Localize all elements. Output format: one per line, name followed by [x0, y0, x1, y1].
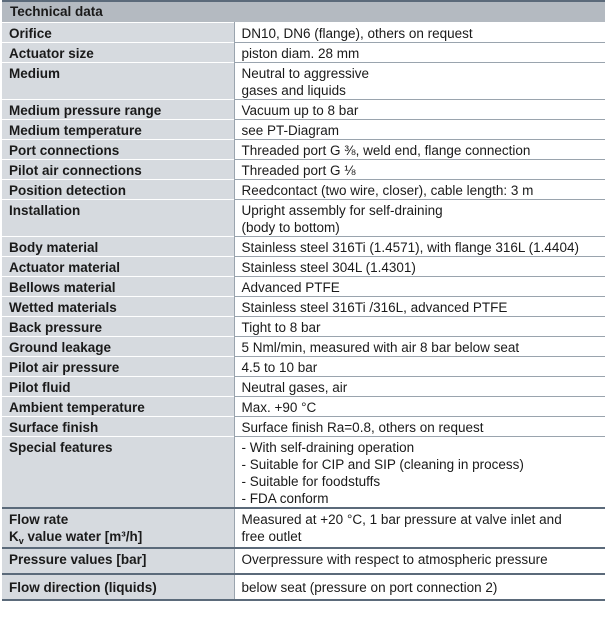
spec-label: Position detection: [2, 180, 234, 200]
spec-value-line: free outlet: [241, 529, 302, 544]
spec-value: [234, 377, 605, 397]
spec-value: [234, 397, 605, 417]
spec-value: [234, 417, 605, 437]
table-row: [2, 277, 605, 297]
spec-value-line: Upright assembly for self-draining: [241, 203, 443, 218]
spec-value-line: 4.5 to 10 bar: [241, 360, 318, 375]
spec-value: [234, 140, 605, 160]
spec-value: [234, 43, 605, 63]
spec-value-line: Surface finish Ra=0.8, others on request: [241, 420, 484, 435]
spec-label: Pilot air pressure: [2, 357, 234, 377]
spec-value-line: Threaded port G ⅛: [241, 163, 356, 178]
spec-label: Installation: [2, 200, 234, 237]
spec-label: Flow direction (liquids): [2, 574, 234, 600]
spec-value-line: Neutral to aggressive: [241, 66, 370, 81]
spec-value: [234, 437, 605, 509]
spec-label: Orifice: [2, 23, 234, 43]
spec-value-line: below seat (pressure on port connection 2): [241, 580, 498, 595]
table-row: [2, 297, 605, 317]
spec-value-line: Threaded port G ⅜, weld end, flange connection: [241, 143, 531, 158]
spec-label: Pressure values [bar]: [2, 548, 234, 574]
spec-label: Ground leakage: [2, 337, 234, 357]
spec-value-line: piston diam. 28 mm: [241, 46, 360, 61]
kv-unit: value water [m³/h]: [23, 529, 143, 544]
spec-label: [2, 508, 234, 548]
spec-value: [234, 257, 605, 277]
kv-letter: K: [9, 529, 19, 544]
spec-value: [234, 574, 605, 600]
table-row: [2, 23, 605, 43]
spec-label: Bellows material: [2, 277, 234, 297]
table-row: [2, 357, 605, 377]
spec-value-line: Max. +90 °C: [241, 400, 317, 415]
table-row: [2, 100, 605, 120]
spec-label: Medium: [2, 63, 234, 100]
spec-value: [234, 63, 605, 100]
table-row: [2, 63, 605, 100]
spec-value-line: Tight to 8 bar: [241, 320, 321, 335]
spec-value: [234, 508, 605, 548]
spec-value: [234, 297, 605, 317]
table-row: [2, 337, 605, 357]
technical-data-sheet: [2, 0, 605, 601]
spec-value-line: gases and liquids: [241, 83, 346, 98]
spec-value-line: Measured at +20 °C, 1 bar pressure at valve inlet and: [241, 512, 562, 527]
spec-value: [234, 100, 605, 120]
spec-value: [234, 160, 605, 180]
spec-value: [234, 317, 605, 337]
kv-label: [9, 528, 228, 547]
spec-label: Surface finish: [2, 417, 234, 437]
spec-value-line: Neutral gases, air: [241, 380, 348, 395]
table-row: [2, 317, 605, 337]
spec-value: [234, 277, 605, 297]
spec-label: Special features: [2, 437, 234, 509]
spec-value-line: see PT-Diagram: [241, 123, 340, 138]
spec-value-line: - Suitable for CIP and SIP (cleaning in process): [241, 457, 524, 472]
spec-label: Actuator material: [2, 257, 234, 277]
table-row: [2, 397, 605, 417]
spec-label: Body material: [2, 237, 234, 257]
spec-label: Medium pressure range: [2, 100, 234, 120]
spec-value-line: - With self-draining operation: [241, 440, 415, 455]
spec-value: [234, 120, 605, 140]
section-title: Technical data: [2, 0, 605, 22]
spec-value-line: 5 Nml/min, measured with air 8 bar below seat: [241, 340, 520, 355]
spec-label: Port connections: [2, 140, 234, 160]
spec-value-line: Stainless steel 316Ti (1.4571), with flange 316L (1.4404): [241, 240, 579, 255]
spec-label: Ambient temperature: [2, 397, 234, 417]
spec-rows: [2, 23, 605, 509]
table-row: [2, 200, 605, 237]
spec-value-line: Stainless steel 316Ti /316L, advanced PTFE: [241, 300, 508, 315]
spec-value: [234, 337, 605, 357]
flow-rate-label: Flow rate: [9, 512, 69, 527]
spec-label: Back pressure: [2, 317, 234, 337]
spec-value-line: Vacuum up to 8 bar: [241, 103, 359, 118]
spec-footer-rows: [2, 508, 605, 600]
spec-label: Pilot air connections: [2, 160, 234, 180]
spec-value-line: DN10, DN6 (flange), others on request: [241, 25, 473, 41]
spec-value-line: - Suitable for foodstuffs: [241, 474, 381, 489]
spec-label: Actuator size: [2, 43, 234, 63]
table-row: [2, 180, 605, 200]
table-row: [2, 43, 605, 63]
spec-value: [234, 200, 605, 237]
spec-value-line: (body to bottom): [241, 220, 340, 235]
spec-value: [234, 23, 605, 43]
spec-label: Wetted materials: [2, 297, 234, 317]
spec-value-line: Overpressure with respect to atmospheric pressure: [241, 552, 548, 567]
kv-subscript: v: [18, 536, 24, 546]
technical-data-table: [2, 22, 605, 601]
table-row-flow-rate: [2, 508, 605, 548]
table-row: [2, 417, 605, 437]
spec-value-line: Advanced PTFE: [241, 280, 340, 295]
table-row: [2, 120, 605, 140]
spec-value: [234, 180, 605, 200]
table-row: [2, 257, 605, 277]
spec-label: Medium temperature: [2, 120, 234, 140]
table-row-pressure-values: [2, 548, 605, 574]
table-row: [2, 377, 605, 397]
spec-label: Pilot fluid: [2, 377, 234, 397]
spec-value-line: - FDA conform: [241, 491, 329, 506]
table-row: [2, 160, 605, 180]
table-row: [2, 237, 605, 257]
spec-value-line: Reedcontact (two wire, closer), cable length: 3 m: [241, 183, 534, 198]
table-row-flow-direction: [2, 574, 605, 600]
spec-value: [234, 548, 605, 574]
spec-value-line: Stainless steel 304L (1.4301): [241, 260, 416, 275]
table-row: [2, 437, 605, 509]
spec-value: [234, 237, 605, 257]
table-row: [2, 140, 605, 160]
spec-value: [234, 357, 605, 377]
